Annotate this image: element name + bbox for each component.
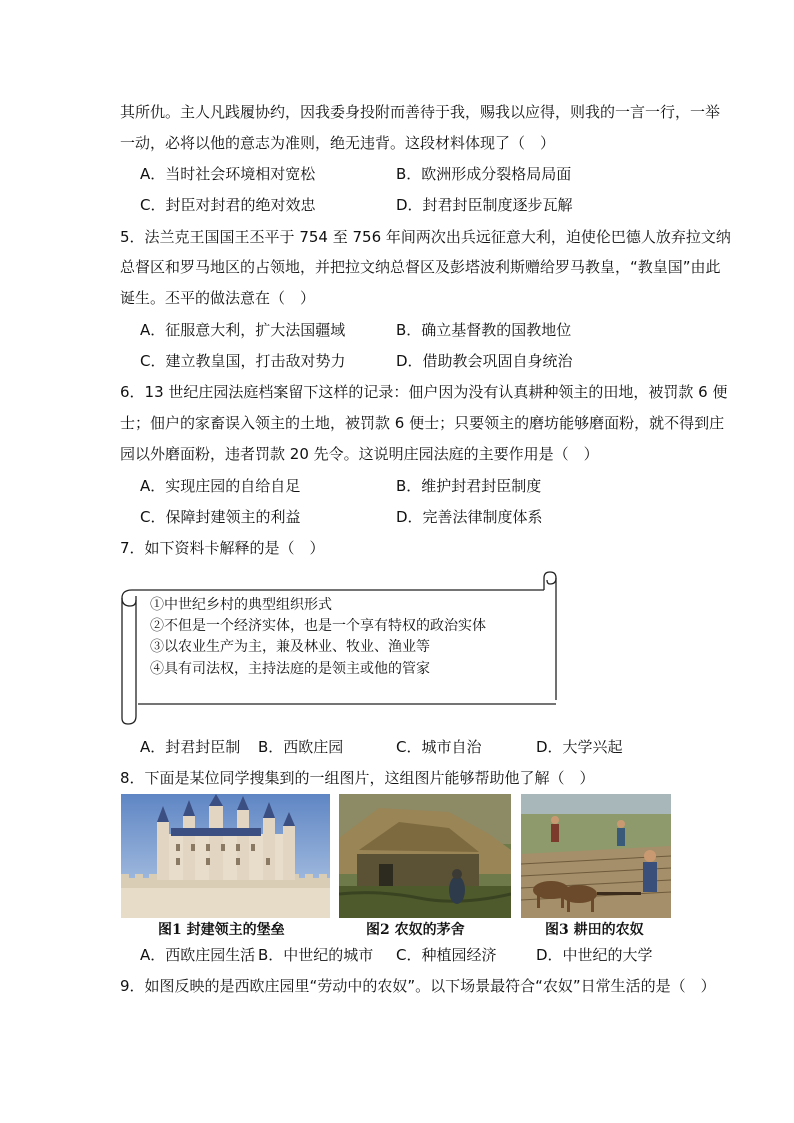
q4-option-d: D．封君封臣制度逐步瓦解 xyxy=(396,196,573,214)
q5-option-c: C．建立教皇国，打击敌对势力 xyxy=(140,352,346,370)
q8-option-d: D．中世纪的大学 xyxy=(536,946,653,964)
q5-line-3: 诞生。丕平的做法意在（ ） xyxy=(120,289,316,307)
caption-fig3: 图3 耕田的农奴 xyxy=(545,922,644,938)
q6-option-c: C．保障封建领主的利益 xyxy=(140,508,301,526)
q4-line-2: 一动，必将以他的意志为准则，绝无违背。这段材料体现了（ ） xyxy=(120,134,556,152)
q8-option-c: C．种植园经济 xyxy=(396,946,497,964)
q6-option-a: A．实现庄园的自给自足 xyxy=(140,477,301,495)
caption-fig2: 图2 农奴的茅舍 xyxy=(366,922,465,938)
q6-option-d: D．完善法律制度体系 xyxy=(396,508,543,526)
card-item-1: ①中世纪乡村的典型组织形式 xyxy=(150,597,332,613)
q7-stem: 7．如下资料卡解释的是（ ） xyxy=(120,539,325,557)
q8-option-b: B．中世纪的城市 xyxy=(258,946,374,964)
plowing-serf-image xyxy=(521,794,671,918)
q6-option-b: B．维护封君封臣制度 xyxy=(396,477,542,495)
caption-fig1: 图1 封建领主的堡垒 xyxy=(158,922,285,938)
q4-option-b: B．欧洲形成分裂格局局面 xyxy=(396,165,572,183)
q5-option-d: D．借助教会巩固自身统治 xyxy=(396,352,573,370)
q5-line-1: 5．法兰克王国国王丕平于 754 至 756 年间两次出兵远征意大利，迫使伦巴德人放弃拉文纳 xyxy=(120,228,731,246)
q4-option-a: A．当时社会环境相对宽松 xyxy=(140,165,316,183)
q7-option-b: B．西欧庄园 xyxy=(258,738,344,756)
q6-line-1: 6．13 世纪庄园法庭档案留下这样的记录：佃户因为没有认真耕种领主的田地，被罚款 6 便 xyxy=(120,383,728,401)
q5-option-b: B．确立基督教的国教地位 xyxy=(396,321,572,339)
castle-image xyxy=(121,794,330,918)
q5-option-a: A．征服意大利，扩大法国疆域 xyxy=(140,321,346,339)
card-item-4: ④具有司法权，主持法庭的是领主或他的管家 xyxy=(150,661,430,677)
q9-stem: 9．如图反映的是西欧庄园里“劳动中的农奴”。以下场景最符合“农奴”日常生活的是（ ） xyxy=(120,977,716,995)
q7-option-a: A．封君封臣制 xyxy=(140,738,241,756)
q7-option-d: D．大学兴起 xyxy=(536,738,623,756)
q7-option-c: C．城市自治 xyxy=(396,738,482,756)
card-item-2: ②不但是一个经济实体，也是一个享有特权的政治实体 xyxy=(150,618,486,634)
q8-option-a: A．西欧庄园生活 xyxy=(140,946,256,964)
card-item-3: ③以农业生产为主，兼及林业、牧业、渔业等 xyxy=(150,639,430,655)
q6-line-3: 园以外磨面粉，违者罚款 20 先令。这说明庄园法庭的主要作用是（ ） xyxy=(120,445,599,463)
q6-line-2: 士；佃户的家畜误入领主的土地，被罚款 6 便士；只要领主的磨坊能够磨面粉，就不得到庄 xyxy=(120,414,725,432)
cottage-image xyxy=(339,794,511,918)
q4-line-1: 其所仇。主人凡践履协约，因我委身投附而善待于我，赐我以应得，则我的一言一行，一举 xyxy=(120,103,721,121)
q8-stem: 8．下面是某位同学搜集到的一组图片，这组图片能够帮助他了解（ ） xyxy=(120,769,595,787)
q4-option-c: C．封臣对封君的绝对效忠 xyxy=(140,196,316,214)
q5-line-2: 总督区和罗马地区的占领地，并把拉文纳总督区及彭塔波利斯赠给罗马教皇，“教皇国”由此 xyxy=(120,258,721,276)
